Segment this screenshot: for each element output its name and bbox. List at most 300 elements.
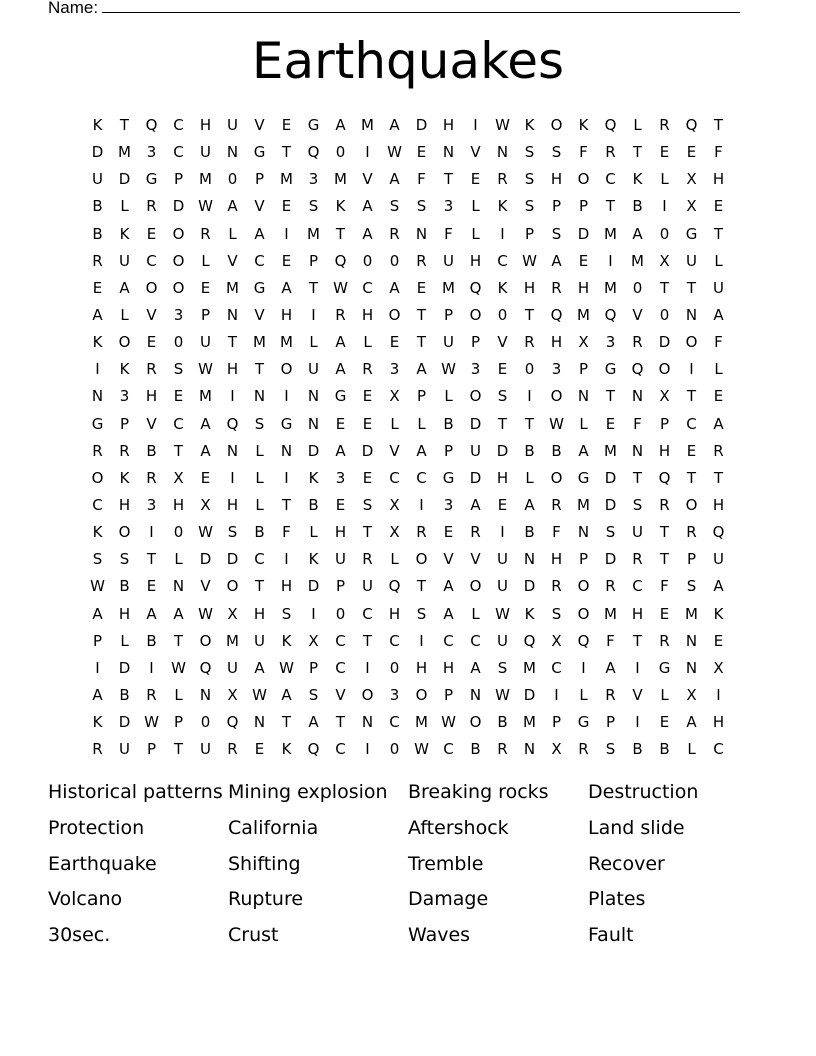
- grid-letter: I: [689, 360, 694, 379]
- grid-letter: N: [631, 441, 644, 460]
- grid-letter: O: [118, 333, 131, 352]
- grid-letter: S: [524, 170, 535, 189]
- grid-letter: W: [414, 740, 429, 759]
- grid-letter: W: [90, 577, 105, 596]
- grid-letter: 3: [443, 197, 454, 216]
- grid-letter: M: [253, 333, 266, 352]
- grid-letter: C: [92, 495, 103, 514]
- grid-letter: A: [713, 414, 724, 433]
- grid-letter: I: [284, 468, 289, 487]
- grid-letter: I: [95, 360, 100, 379]
- grid-letter: W: [495, 604, 510, 623]
- grid-letter: C: [362, 604, 373, 623]
- grid-letter: H: [172, 495, 185, 514]
- grid-letter: K: [497, 278, 508, 297]
- grid-letter: U: [497, 550, 508, 569]
- grid-letter: 0: [389, 251, 400, 270]
- grid-letter: N: [685, 658, 698, 677]
- grid-letter: M: [307, 224, 320, 243]
- grid-letter: L: [579, 414, 588, 433]
- grid-letter: R: [146, 468, 157, 487]
- grid-letter: W: [144, 713, 159, 732]
- grid-letter: N: [226, 143, 239, 162]
- grid-letter: R: [659, 631, 670, 650]
- grid-letter: T: [173, 631, 184, 650]
- grid-letter: T: [281, 143, 292, 162]
- grid-letter: A: [92, 685, 103, 704]
- grid-letter: A: [443, 577, 454, 596]
- grid-letter: H: [334, 523, 347, 542]
- grid-letter: M: [442, 278, 455, 297]
- grid-letter: H: [712, 713, 725, 732]
- grid-letter: L: [471, 224, 480, 243]
- grid-letter: D: [523, 577, 536, 596]
- grid-letter: S: [281, 604, 292, 623]
- grid-letter: O: [577, 577, 590, 596]
- grid-letter: D: [469, 414, 482, 433]
- grid-letter: E: [659, 713, 670, 732]
- grid-letter: H: [226, 495, 239, 514]
- word-list-item: Recover: [588, 852, 665, 875]
- grid-letter: X: [713, 658, 724, 677]
- grid-letter: W: [279, 658, 294, 677]
- grid-letter: H: [550, 550, 563, 569]
- grid-letter: Q: [712, 523, 725, 542]
- word-list-item: Aftershock: [408, 816, 509, 839]
- grid-letter: R: [632, 333, 643, 352]
- grid-letter: I: [311, 604, 316, 623]
- grid-letter: A: [389, 116, 400, 134]
- grid-letter: P: [173, 713, 184, 732]
- grid-letter: R: [470, 523, 481, 542]
- grid-letter: A: [362, 197, 373, 216]
- grid-letter: P: [578, 550, 589, 569]
- grid-letter: P: [254, 170, 265, 189]
- grid-letter: O: [469, 305, 482, 324]
- grid-letter: C: [551, 658, 562, 677]
- grid-letter: A: [200, 414, 211, 433]
- grid-letter: I: [419, 495, 424, 514]
- grid-letter: H: [199, 116, 212, 134]
- grid-letter: I: [284, 387, 289, 406]
- grid-letter: C: [686, 414, 697, 433]
- grid-letter: X: [227, 604, 238, 623]
- grid-letter: O: [415, 550, 428, 569]
- grid-letter: X: [173, 468, 184, 487]
- grid-letter: C: [335, 740, 346, 759]
- grid-letter: O: [685, 495, 698, 514]
- grid-letter: V: [200, 577, 211, 596]
- grid-letter: T: [713, 224, 724, 243]
- grid-letter: E: [470, 170, 481, 189]
- grid-letter: S: [551, 604, 562, 623]
- grid-letter: R: [632, 550, 643, 569]
- grid-letter: N: [226, 305, 239, 324]
- grid-letter: C: [497, 251, 508, 270]
- grid-letter: T: [686, 387, 697, 406]
- grid-letter: G: [577, 468, 590, 487]
- word-list-item: Protection: [48, 816, 145, 839]
- grid-letter: W: [522, 251, 537, 270]
- grid-letter: E: [281, 197, 292, 216]
- grid-letter: T: [524, 305, 535, 324]
- grid-letter: X: [389, 495, 400, 514]
- grid-letter: F: [282, 523, 291, 542]
- grid-letter: T: [416, 577, 427, 596]
- grid-letter: B: [524, 441, 535, 460]
- grid-letter: A: [632, 224, 643, 243]
- grid-letter: Q: [388, 577, 401, 596]
- grid-letter: R: [200, 224, 211, 243]
- grid-letter: L: [201, 251, 210, 270]
- grid-letter: O: [415, 685, 428, 704]
- grid-letter: V: [443, 550, 454, 569]
- grid-letter: K: [281, 631, 292, 650]
- grid-letter: A: [470, 495, 481, 514]
- grid-letter: A: [173, 604, 184, 623]
- grid-letter: X: [659, 251, 670, 270]
- grid-letter: 0: [362, 251, 373, 270]
- grid-letter: W: [387, 143, 402, 162]
- grid-letter: B: [92, 197, 103, 216]
- grid-letter: M: [118, 143, 131, 162]
- grid-letter: 0: [335, 604, 346, 623]
- grid-letter: H: [523, 278, 536, 297]
- grid-letter: E: [362, 468, 373, 487]
- grid-letter: R: [659, 116, 670, 134]
- grid-letter: O: [280, 360, 293, 379]
- grid-letter: E: [659, 604, 670, 623]
- grid-letter: E: [497, 495, 508, 514]
- grid-letter: I: [608, 251, 613, 270]
- grid-letter: A: [605, 658, 616, 677]
- grid-letter: W: [171, 658, 186, 677]
- grid-letter: S: [524, 197, 535, 216]
- grid-letter: P: [659, 414, 670, 433]
- grid-letter: 3: [605, 333, 616, 352]
- word-list-item: Historical patterns: [48, 781, 223, 803]
- grid-letter: T: [443, 170, 454, 189]
- grid-letter: A: [524, 495, 535, 514]
- grid-letter: O: [226, 577, 239, 596]
- grid-letter: F: [633, 414, 642, 433]
- grid-letter: E: [713, 197, 724, 216]
- grid-letter: V: [254, 305, 265, 324]
- grid-letter: P: [470, 333, 481, 352]
- grid-letter: L: [417, 414, 426, 433]
- grid-letter: M: [361, 116, 374, 134]
- grid-letter: W: [198, 197, 213, 216]
- grid-letter: R: [146, 360, 157, 379]
- grid-letter: H: [415, 658, 428, 677]
- grid-letter: M: [577, 495, 590, 514]
- grid-letter: N: [307, 387, 320, 406]
- grid-letter: A: [389, 170, 400, 189]
- grid-letter: E: [281, 251, 292, 270]
- grid-letter: C: [146, 251, 157, 270]
- grid-letter: O: [550, 468, 563, 487]
- grid-letter: X: [659, 387, 670, 406]
- grid-letter: 3: [173, 305, 184, 324]
- grid-letter: E: [146, 577, 157, 596]
- grid-letter: D: [604, 495, 617, 514]
- grid-letter: U: [200, 740, 211, 759]
- grid-letter: C: [173, 143, 184, 162]
- grid-letter: W: [198, 360, 213, 379]
- grid-letter: X: [200, 495, 211, 514]
- grid-letter: E: [254, 740, 265, 759]
- grid-letter: 3: [335, 468, 346, 487]
- grid-letter: N: [226, 441, 239, 460]
- grid-letter: E: [173, 387, 184, 406]
- grid-letter: N: [307, 414, 320, 433]
- grid-letter: I: [419, 631, 424, 650]
- grid-letter: X: [551, 740, 562, 759]
- grid-letter: L: [660, 170, 669, 189]
- grid-letter: P: [551, 713, 562, 732]
- grid-letter: H: [712, 495, 725, 514]
- grid-letter: B: [146, 441, 157, 460]
- grid-letter: D: [523, 685, 536, 704]
- grid-letter: O: [469, 577, 482, 596]
- grid-letter: G: [91, 414, 104, 433]
- grid-letter: D: [361, 441, 374, 460]
- grid-letter: S: [308, 197, 319, 216]
- grid-letter: M: [334, 170, 347, 189]
- grid-letter: G: [145, 170, 158, 189]
- grid-letter: V: [632, 305, 643, 324]
- grid-letter: K: [92, 523, 103, 542]
- grid-letter: V: [227, 251, 238, 270]
- word-list-item: Destruction: [588, 781, 699, 803]
- grid-letter: N: [577, 387, 590, 406]
- grid-letter: W: [198, 604, 213, 623]
- grid-letter: U: [227, 116, 238, 134]
- grid-letter: U: [686, 251, 697, 270]
- grid-letter: G: [685, 224, 698, 243]
- grid-letter: W: [495, 116, 510, 134]
- grid-letter: E: [335, 495, 346, 514]
- word-list-item: 30sec.: [48, 924, 111, 947]
- grid-letter: X: [578, 333, 589, 352]
- grid-letter: R: [146, 197, 157, 216]
- grid-letter: V: [470, 550, 481, 569]
- grid-letter: R: [362, 360, 373, 379]
- grid-letter: P: [92, 631, 103, 650]
- grid-letter: T: [173, 441, 184, 460]
- grid-letter: L: [390, 414, 399, 433]
- grid-letter: I: [311, 305, 316, 324]
- letter-grid: [84, 112, 732, 763]
- grid-letter: A: [119, 278, 130, 297]
- grid-letter: B: [308, 495, 319, 514]
- grid-letter: X: [227, 685, 238, 704]
- grid-letter: Q: [334, 251, 347, 270]
- grid-letter: X: [389, 387, 400, 406]
- word-list-item: Breaking rocks: [408, 781, 549, 803]
- grid-letter: O: [550, 116, 563, 134]
- grid-letter: B: [146, 631, 157, 650]
- grid-letter: R: [92, 251, 103, 270]
- grid-letter: S: [686, 577, 697, 596]
- grid-letter: H: [118, 495, 131, 514]
- grid-letter: F: [606, 631, 615, 650]
- grid-letter: I: [635, 658, 640, 677]
- word-list-item: Earthquake: [48, 852, 157, 875]
- grid-letter: H: [550, 333, 563, 352]
- grid-letter: Q: [307, 740, 320, 759]
- grid-letter: F: [714, 333, 723, 352]
- grid-letter: K: [713, 604, 724, 623]
- grid-letter: E: [200, 468, 211, 487]
- grid-letter: H: [496, 468, 509, 487]
- grid-letter: I: [662, 197, 667, 216]
- grid-letter: F: [552, 523, 561, 542]
- grid-letter: S: [119, 550, 130, 569]
- grid-letter: Q: [469, 278, 482, 297]
- grid-letter: H: [442, 116, 455, 134]
- grid-letter: L: [714, 251, 723, 270]
- word-list-item: Waves: [408, 924, 471, 947]
- grid-letter: E: [416, 143, 427, 162]
- grid-letter: W: [333, 278, 348, 297]
- grid-letter: T: [335, 713, 346, 732]
- grid-letter: R: [551, 577, 562, 596]
- grid-letter: S: [389, 197, 400, 216]
- grid-letter: P: [605, 713, 616, 732]
- grid-letter: P: [119, 414, 130, 433]
- grid-letter: U: [497, 577, 508, 596]
- grid-letter: A: [470, 658, 481, 677]
- grid-letter: U: [119, 251, 130, 270]
- grid-letter: N: [172, 577, 185, 596]
- grid-letter: A: [335, 360, 346, 379]
- grid-letter: S: [551, 143, 562, 162]
- grid-letter: O: [658, 360, 671, 379]
- grid-letter: R: [146, 685, 157, 704]
- grid-letter: O: [388, 305, 401, 324]
- grid-letter: H: [577, 278, 590, 297]
- grid-letter: N: [631, 387, 644, 406]
- grid-letter: V: [254, 116, 265, 134]
- grid-letter: O: [577, 170, 590, 189]
- grid-letter: N: [280, 441, 293, 460]
- grid-letter: A: [146, 604, 157, 623]
- grid-letter: S: [605, 740, 616, 759]
- grid-letter: C: [335, 658, 346, 677]
- grid-letter: U: [713, 550, 724, 569]
- grid-letter: L: [120, 197, 129, 216]
- grid-letter: H: [253, 604, 266, 623]
- grid-letter: L: [579, 685, 588, 704]
- grid-letter: E: [146, 224, 157, 243]
- grid-letter: R: [605, 577, 616, 596]
- grid-letter: L: [174, 685, 183, 704]
- grid-letter: L: [228, 224, 237, 243]
- grid-letter: R: [524, 333, 535, 352]
- grid-letter: T: [659, 523, 670, 542]
- grid-letter: T: [524, 414, 535, 433]
- grid-letter: 3: [551, 360, 562, 379]
- grid-letter: C: [173, 414, 184, 433]
- grid-letter: 3: [389, 685, 400, 704]
- grid-letter: A: [254, 658, 265, 677]
- grid-letter: B: [470, 740, 481, 759]
- grid-letter: O: [685, 333, 698, 352]
- grid-letter: C: [389, 468, 400, 487]
- grid-letter: T: [713, 468, 724, 487]
- grid-letter: L: [714, 360, 723, 379]
- grid-letter: F: [579, 143, 588, 162]
- grid-letter: T: [308, 278, 319, 297]
- grid-letter: L: [120, 305, 129, 324]
- grid-letter: L: [471, 604, 480, 623]
- grid-letter: W: [495, 685, 510, 704]
- grid-letter: D: [469, 468, 482, 487]
- grid-letter: G: [307, 116, 320, 134]
- grid-letter: I: [500, 523, 505, 542]
- grid-letter: T: [605, 387, 616, 406]
- grid-letter: O: [550, 387, 563, 406]
- grid-letter: D: [307, 577, 320, 596]
- grid-letter: A: [686, 713, 697, 732]
- grid-letter: D: [172, 197, 185, 216]
- word-list: [48, 778, 768, 957]
- grid-letter: L: [687, 740, 696, 759]
- grid-letter: C: [605, 170, 616, 189]
- grid-letter: M: [199, 170, 212, 189]
- grid-letter: I: [365, 658, 370, 677]
- grid-letter: U: [227, 658, 238, 677]
- grid-letter: N: [253, 387, 266, 406]
- grid-letter: T: [686, 468, 697, 487]
- grid-letter: T: [146, 550, 157, 569]
- grid-letter: X: [389, 523, 400, 542]
- grid-letter: E: [443, 523, 454, 542]
- grid-letter: Q: [604, 305, 617, 324]
- grid-letter: T: [362, 523, 373, 542]
- grid-letter: B: [659, 740, 670, 759]
- grid-letter: K: [308, 550, 319, 569]
- grid-letter: T: [281, 713, 292, 732]
- grid-letter: T: [659, 550, 670, 569]
- grid-letter: R: [713, 441, 724, 460]
- grid-letter: I: [500, 224, 505, 243]
- grid-letter: L: [255, 468, 264, 487]
- grid-letter: D: [199, 550, 212, 569]
- word-list-item: Damage: [408, 888, 489, 911]
- grid-letter: B: [119, 577, 130, 596]
- grid-letter: X: [551, 631, 562, 650]
- grid-letter: A: [335, 116, 346, 134]
- grid-letter: S: [497, 387, 508, 406]
- grid-letter: D: [307, 441, 320, 460]
- grid-letter: P: [308, 658, 319, 677]
- grid-letter: R: [227, 740, 238, 759]
- grid-letter: M: [577, 305, 590, 324]
- grid-letter: X: [308, 631, 319, 650]
- grid-letter: A: [551, 251, 562, 270]
- grid-letter: Q: [226, 414, 239, 433]
- grid-letter: E: [578, 251, 589, 270]
- grid-letter: K: [335, 197, 346, 216]
- grid-letter: Q: [199, 658, 212, 677]
- grid-letter: V: [362, 170, 373, 189]
- grid-letter: C: [443, 631, 454, 650]
- grid-letter: R: [335, 305, 346, 324]
- grid-letter: P: [146, 740, 157, 759]
- grid-letter: I: [635, 713, 640, 732]
